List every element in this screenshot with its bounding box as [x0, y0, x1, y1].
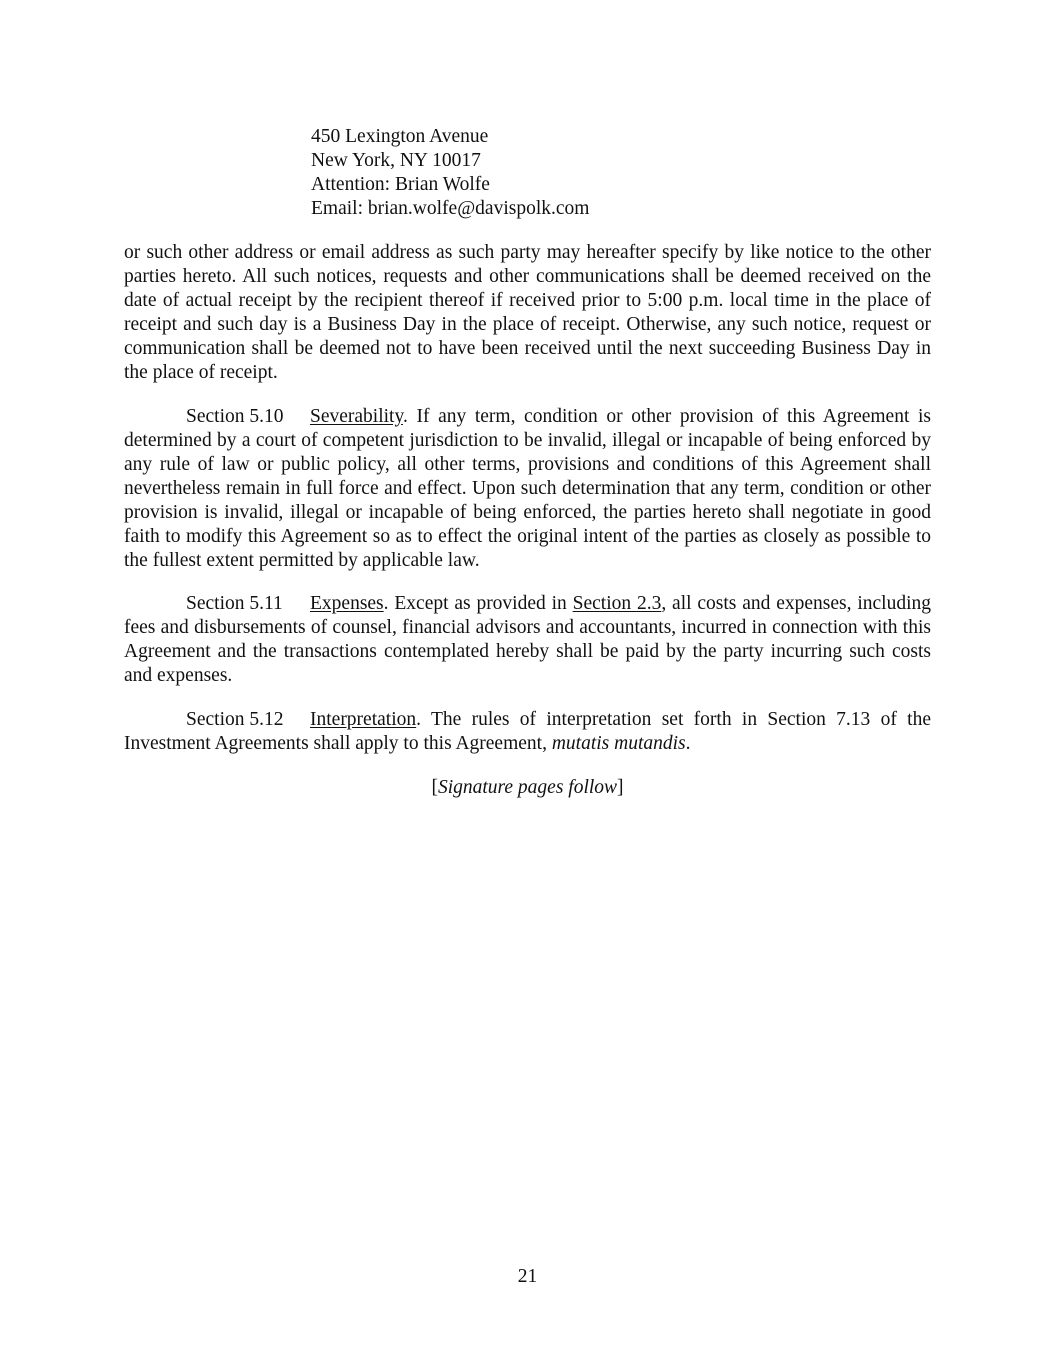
- address-attention: Attention: Brian Wolfe: [311, 174, 490, 195]
- section-number: Section 5.10: [186, 406, 284, 427]
- latin-phrase: mutatis mutandis: [551, 733, 686, 754]
- section-title: Interpretation: [310, 709, 417, 730]
- bracket-open: [: [431, 777, 438, 798]
- signature-pages-note: [0, 776, 1055, 800]
- section-cross-reference: Section 2.3: [572, 593, 662, 614]
- bracket-close: ]: [617, 777, 624, 798]
- address-city: New York, NY 10017: [311, 150, 481, 171]
- notice-address-block: [311, 125, 589, 221]
- section-5-10-severability: [124, 405, 931, 573]
- section-end: .: [685, 733, 691, 754]
- section-title: Severability: [310, 406, 403, 427]
- section-title: Expenses: [310, 593, 384, 614]
- page-number: 21: [517, 1266, 538, 1287]
- section-number: Section 5.12: [186, 709, 284, 730]
- address-email: Email: brian.wolfe@davispolk.com: [311, 198, 590, 219]
- section-text-continued: , all costs and expenses, including fees and disbursements of counsel, financial advisors and accountants, incurred in connection with this Agreement and the transactions contemplated hereby shall be paid by the party incurring such costs and expenses.: [124, 593, 932, 686]
- notice-paragraph: or such other address or email address as such party may hereafter specify by like notice to the other parties hereto. All such notices, requests and other communications shall be deemed received on the date of actual receipt by the recipient thereof if received prior to 5:00 p.m. local time in the place of receipt and such day is a Business Day in the place of receipt. Otherwise, any such notice, request or communication shall be deemed not to have been received until the next succeeding Business Day in the place of receipt.: [124, 242, 931, 383]
- section-5-12-interpretation: [124, 708, 931, 756]
- section-text: . If any term, condition or other provision of this Agreement is determined by a court of competent jurisdiction to be invalid, illegal or incapable of being enforced by any rule of law or public policy, all other terms, provisions and conditions of this Agreement shall nevertheless remain in full force and effect. Upon such determination that any term, condition or other provision is invalid, illegal or incapable of being enforced, the parties hereto shall negotiate in good faith to modify this Agreement so as to effect the original intent of the parties as closely as possible to the fullest extent permitted by applicable law.: [124, 406, 931, 571]
- section-text: . Except as provided in: [383, 593, 573, 614]
- section-text: . The rules of interpretation set forth in Section 7.13 of the Investment Agreements shall apply to this Agreement,: [124, 709, 931, 754]
- address-street: 450 Lexington Avenue: [311, 126, 489, 147]
- section-number: Section 5.11: [186, 593, 283, 614]
- signature-note-text: Signature pages follow: [437, 777, 618, 798]
- section-5-11-expenses: [124, 592, 931, 688]
